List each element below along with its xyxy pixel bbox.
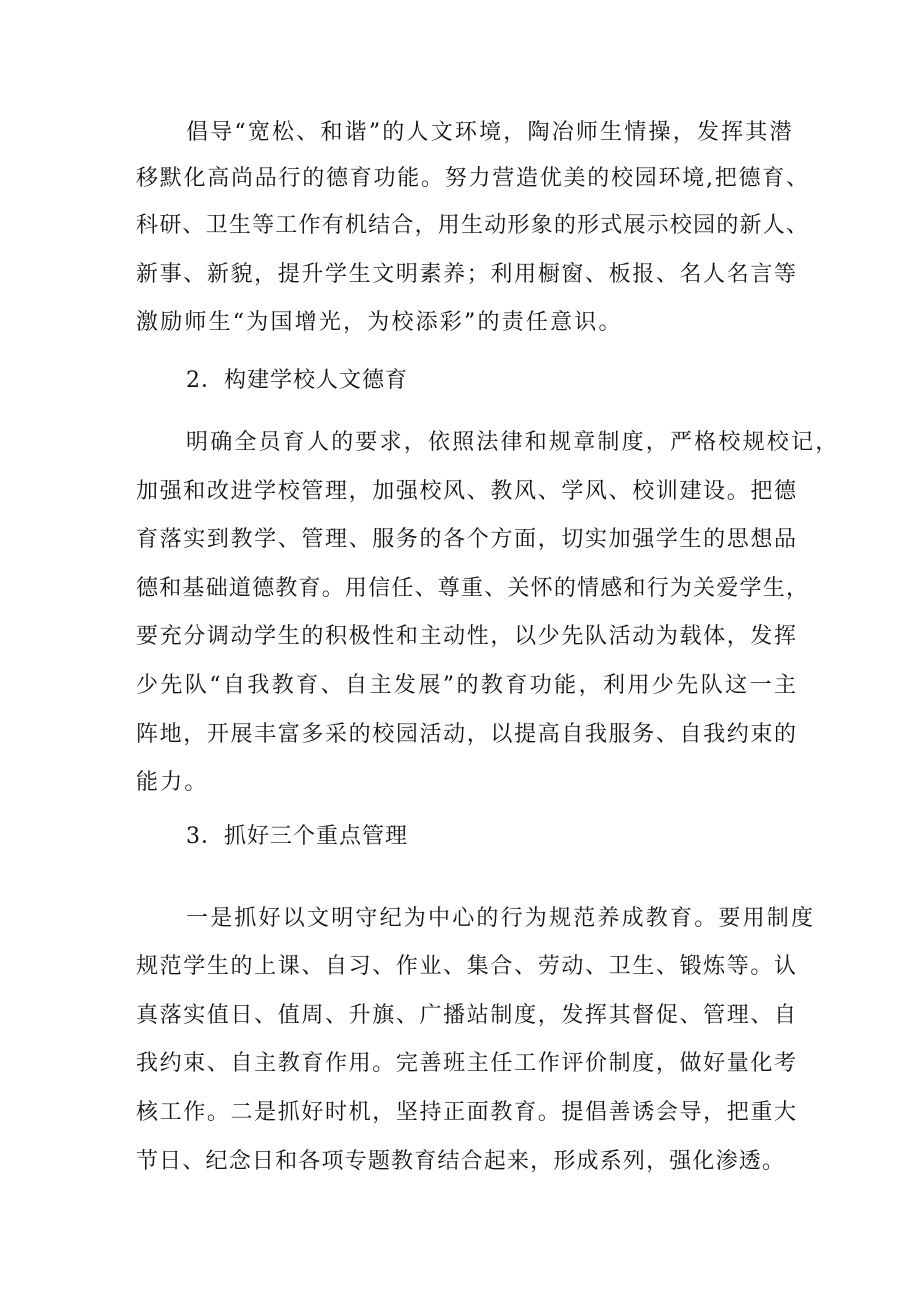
paragraph-3-line-1: 一是抓好以文明守纪为中心的行为规范养成教育。要用制度 — [186, 906, 816, 931]
section-heading-3: 3．抓好三个重点管理 — [186, 824, 408, 849]
paragraph-3-line-2: 规范学生的上课、自习、作业、集合、劳动、卫生、锻炼等。认 — [136, 954, 796, 979]
paragraph-3-line-6: 节日、纪念日和各项专题教育结合起来，形成系列，强化渗透。 — [136, 1149, 784, 1174]
paragraph-1-line-5: 激励师生“为国增光，为校添彩”的责任意识。 — [136, 310, 623, 335]
section-heading-2: 2．构建学校人文德育 — [186, 368, 408, 393]
paragraph-2-line-7: 阵地，开展丰富多采的校园活动，以提高自我服务、自我约束的 — [136, 722, 796, 747]
paragraph-3-line-4: 我约束、自主教育作用。完善班主任工作评价制度，做好量化考 — [136, 1051, 796, 1076]
paragraph-2-line-1: 明确全员育人的要求，依照法律和规章制度，严格校规校记， — [186, 430, 840, 455]
paragraph-2-line-6: 少先队“自我教育、自主发展”的教育功能，利用少先队这一主 — [136, 673, 796, 698]
paragraph-1-line-4: 新事、新貌，提升学生文明素养；利用橱窗、板报、名人名言等 — [136, 262, 796, 287]
paragraph-2-line-3: 育落实到教学、管理、服务的各个方面，切实加强学生的思想品 — [136, 527, 796, 552]
paragraph-2-line-8: 能力。 — [136, 770, 209, 795]
paragraph-2-line-4: 德和基础道德教育。用信任、尊重、关怀的情感和行为关爱学生， — [136, 576, 808, 601]
paragraph-3-line-5: 核工作。二是抓好时机，坚持正面教育。提倡善诱会导，把重大 — [136, 1100, 796, 1125]
paragraph-2-line-5: 要充分调动学生的积极性和主动性，以少先队活动为载体，发挥 — [136, 624, 796, 649]
paragraph-3-line-3: 真落实值日、值周、升旗、广播站制度，发挥其督促、管理、自 — [136, 1003, 796, 1028]
paragraph-2-line-2: 加强和改进学校管理，加强校风、教风、学风、校训建设。把德 — [136, 479, 796, 504]
paragraph-1-line-2: 移默化高尚品行的德育功能。努力营造优美的校园环境,把德育、 — [136, 166, 808, 191]
paragraph-1-line-1: 倡导“宽松、和谐”的人文环境，陶冶师生情操，发挥其潜 — [186, 120, 794, 145]
paragraph-1-line-3: 科研、卫生等工作有机结合，用生动形象的形式展示校园的新人、 — [136, 213, 808, 238]
